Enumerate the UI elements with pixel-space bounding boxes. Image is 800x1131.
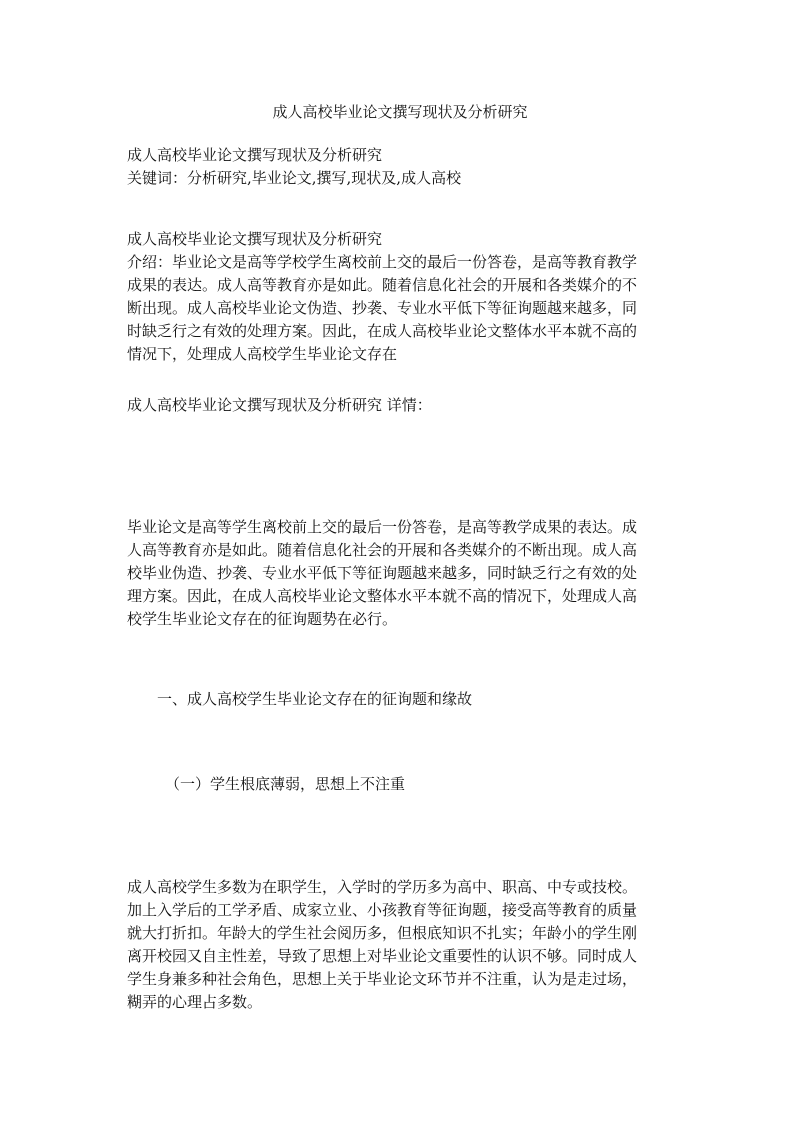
paragraph-2 <box>127 876 675 1014</box>
paragraph-line: 毕业论文是高等学生离校前上交的最后一份答卷，是高等教学成果的表达。成 <box>127 518 638 536</box>
section-1-heading: 一、成人高校学生毕业论文存在的征询题和缘故 <box>157 690 473 708</box>
subsection-1-heading: （一）学生根底薄弱，思想上不注重 <box>165 775 406 793</box>
details-label-block <box>127 394 675 417</box>
details-label: 成人高校毕业论文撰写现状及分析研究 详情： <box>127 396 432 414</box>
intro-line: 介绍：毕业论文是高等学校学生离校前上交的最后一份答卷，是高等教育教学 <box>127 253 638 271</box>
paragraph-line: 校学生毕业论文存在的征询题势在必行。 <box>127 610 398 628</box>
paragraph-line: 人高等教育亦是如此。随着信息化社会的开展和各类媒介的不断出现。成人高 <box>127 541 638 559</box>
document-title: 成人高校毕业论文撰写现状及分析研究 <box>272 103 528 121</box>
paragraph-line: 加上入学后的工学矛盾、成家立业、小孩教育等征询题，接受高等教育的质量 <box>127 901 638 919</box>
intro-line: 时缺乏行之有效的处理方案。因此，在成人高校毕业论文整体水平本就不高的 <box>127 322 638 340</box>
paragraph-line: 学生身兼多种社会角色，思想上关于毕业论文环节并不注重，认为是走过场， <box>127 970 638 988</box>
paragraph-line: 离开校园又自主性差，导致了思想上对毕业论文重要性的认识不够。同时成人 <box>127 947 638 965</box>
intro-line: 断出现。成人高校毕业论文伪造、抄袭、专业水平低下等征询题越来越多，同 <box>127 299 638 317</box>
paragraph-line: 校毕业伪造、抄袭、专业水平低下等征询题越来越多，同时缺乏行之有效的处 <box>127 564 638 582</box>
keywords-line: 关键词：分析研究,毕业论文,撰写,现状及,成人高校 <box>127 169 462 187</box>
intro-line: 成果的表达。成人高等教育亦是如此。随着信息化社会的开展和各类媒介的不 <box>127 276 638 294</box>
intro-block-name: 成人高校毕业论文撰写现状及分析研究 <box>127 230 383 248</box>
paragraph-1 <box>127 516 675 631</box>
header-block-name: 成人高校毕业论文撰写现状及分析研究 <box>127 146 383 164</box>
intro-block <box>127 228 675 366</box>
paragraph-line: 理方案。因此，在成人高校毕业论文整体水平本就不高的情况下，处理成人高 <box>127 587 638 605</box>
paragraph-line: 成人高校学生多数为在职学生，入学时的学历多为高中、职高、中专或技校。 <box>127 878 638 896</box>
paragraph-line: 就大打折扣。年龄大的学生社会阅历多，但根底知识不扎实；年龄小的学生刚 <box>127 924 638 942</box>
intro-line: 情况下，处理成人高校学生毕业论文存在 <box>127 345 398 363</box>
paragraph-line: 糊弄的心理占多数。 <box>127 993 263 1011</box>
header-block <box>127 144 675 190</box>
